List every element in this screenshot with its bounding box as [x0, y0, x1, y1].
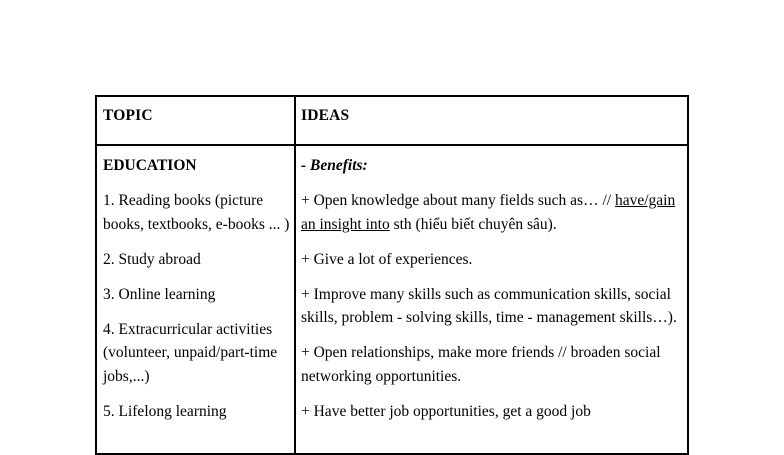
topic-item: 4. Extracurricular activities (volunteer, unpaid/part-time jobs,...): [103, 320, 278, 385]
header-ideas: IDEAS: [301, 107, 350, 124]
column-divider: [294, 97, 296, 453]
topic-title: EDUCATION: [103, 157, 197, 174]
idea-item: [301, 189, 685, 236]
header-divider: [97, 144, 687, 146]
topic-column: [103, 154, 291, 435]
topic-item: 3. Online learning: [103, 285, 216, 303]
topic-item: 5. Lifelong learning: [103, 402, 227, 420]
idea-underlined-phrase: have/gain an insight into: [301, 192, 676, 233]
idea-item: + Have better job opportunities, get a good job: [301, 402, 591, 420]
idea-item: + Give a lot of experiences.: [301, 250, 473, 268]
header-topic: TOPIC: [103, 107, 153, 124]
benefits-title: - Benefits:: [301, 157, 368, 174]
idea-item: + Improve many skills such as communication skills, social skills, problem - solving skills, time - management skills…).: [301, 285, 677, 326]
education-table: [95, 95, 689, 455]
idea-text: + Open knowledge about many fields such as… //: [301, 192, 615, 209]
idea-text: sth (hiểu biết chuyên sâu).: [389, 215, 557, 233]
idea-item: + Open relationships, make more friends // broaden social networking opportunities.: [301, 344, 661, 385]
ideas-column: [301, 154, 685, 435]
topic-item: 2. Study abroad: [103, 250, 201, 268]
topic-item: 1. Reading books (picture books, textbooks, e-books ... ): [103, 192, 290, 233]
